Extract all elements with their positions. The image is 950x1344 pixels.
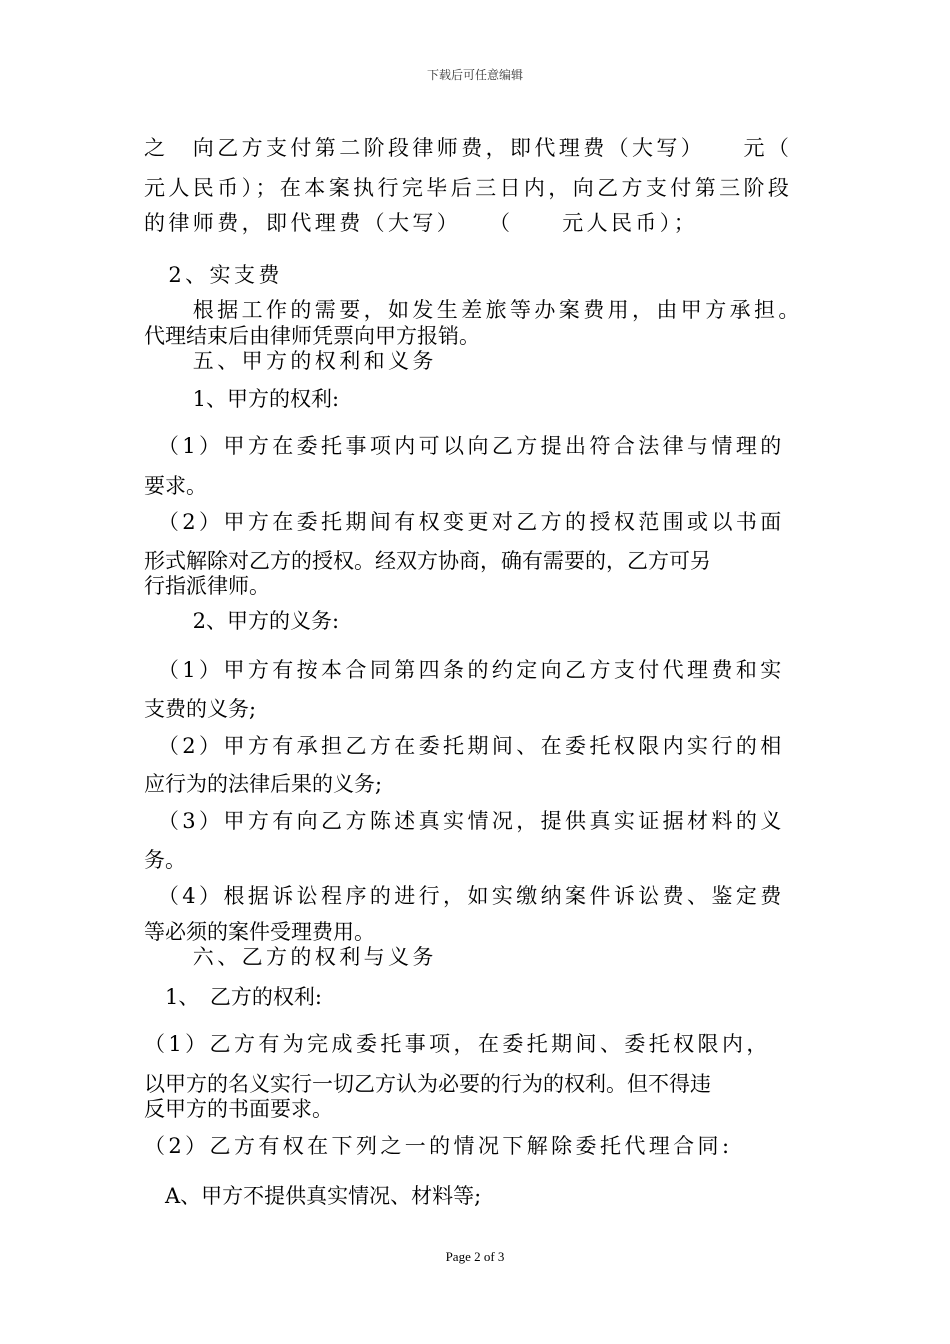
body-line: 务。 <box>144 848 186 872</box>
body-line: （1）乙方有为完成委托事项，在委托期间、委托权限内， <box>144 1032 771 1056</box>
body-line: 的律师费，即代理费（大写） （ 元人民币）； <box>144 211 699 235</box>
body-line: 要求。 <box>144 474 207 498</box>
body-line: 应行为的法律后果的义务; <box>144 772 383 796</box>
body-line: 以甲方的名义实行一切乙方认为必要的行为的权利。但不得违 <box>144 1072 711 1096</box>
body-line: （4）根据诉讼程序的进行，如实缴纳案件诉讼费、鉴定费 <box>144 884 785 908</box>
body-line: 行指派律师。 <box>144 574 270 598</box>
body-line: 之 向乙方支付第二阶段律师费，即代理费（大写） 元（ <box>144 136 793 160</box>
page-number: Page 2 of 3 <box>445 1249 505 1264</box>
page-header: 下载后可任意编辑 <box>426 68 523 82</box>
body-line: 元人民币）；在本案执行完毕后三日内，向乙方支付第三阶段 <box>144 176 793 200</box>
subsection-heading: 1、甲方的权利: <box>144 387 340 411</box>
body-line: 反甲方的书面要求。 <box>144 1097 333 1121</box>
section-heading: 五、甲方的权利和义务 <box>144 349 437 373</box>
body-line: 代理结束后由律师凭票向甲方报销。 <box>144 324 480 348</box>
body-line: （2）甲方有承担乙方在委托期间、在委托权限内实行的相 <box>144 734 785 758</box>
body-line: （1）甲方在委托事项内可以向乙方提出符合法律与情理的 <box>144 434 785 458</box>
body-line: 支费的义务; <box>144 697 257 721</box>
body-line: 形式解除对乙方的授权。经双方协商，确有需要的，乙方可另 <box>144 549 711 573</box>
body-line: （3）甲方有向乙方陈述真实情况，提供真实证据材料的义 <box>144 809 785 833</box>
section-heading: 六、乙方的权利与义务 <box>144 945 437 969</box>
body-line: （1）甲方有按本合同第四条的约定向乙方支付代理费和实 <box>144 658 785 682</box>
list-item: A、甲方不提供真实情况、材料等; <box>144 1184 482 1208</box>
body-line: （2）甲方在委托期间有权变更对乙方的授权范围或以书面 <box>144 510 785 534</box>
body-line: 根据工作的需要，如发生差旅等办案费用，由甲方承担。 <box>144 298 803 322</box>
body-line: 2、实支费 <box>144 263 283 287</box>
subsection-heading: 1、 乙方的权利: <box>144 985 322 1009</box>
subsection-heading: 2、甲方的义务: <box>144 609 340 633</box>
body-line: 等必须的案件受理费用。 <box>144 920 375 944</box>
body-line: （2）乙方有权在下列之一的情况下解除委托代理合同: <box>144 1134 733 1158</box>
